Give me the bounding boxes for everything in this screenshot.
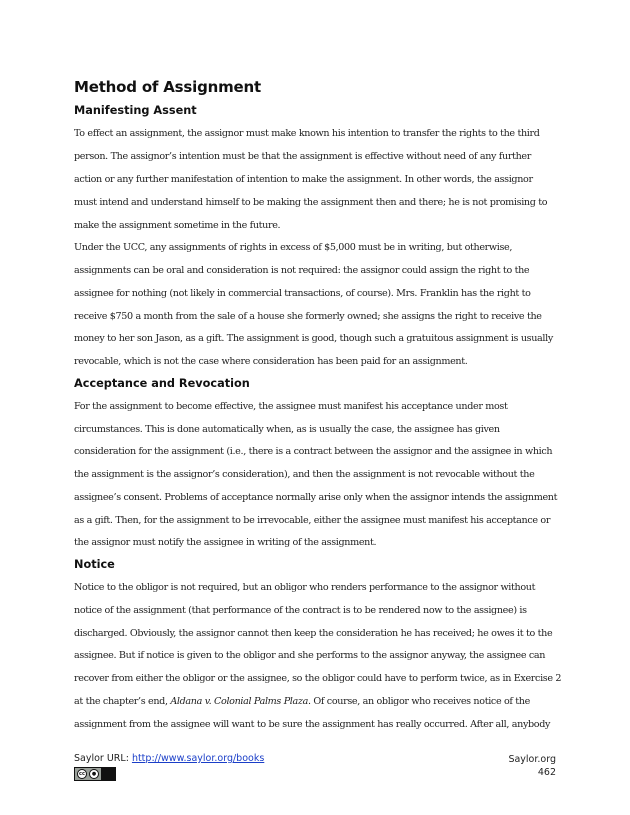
paragraph-line: For the assignment to become effective, the assignee must manifest his acceptance under most [74,401,508,412]
paragraph-line: receive $750 a month from the sale of a house she formerly owned; she assigns the right to receive the [74,311,542,322]
case-name-italic: Aldana v. Colonial Palms Plaza [170,696,308,707]
license-strip [101,768,115,780]
paragraph-line: Notice to the obligor is not required, but an obligor who renders performance to the assignor without [74,582,536,593]
footer-page-number: 462 [537,767,556,778]
section-title-notice: Notice [74,558,115,571]
cc-license-icon [74,767,116,781]
footer-label: Saylor URL: [74,753,129,764]
paragraph-line-case-citation [74,695,564,709]
paragraph-line: consideration for the assignment (i.e., there is a contract between the assignor and the assignee in which [74,446,553,457]
paragraph-line: assignments can be oral and consideration is not required: the assignor could assign the right to the [74,265,530,276]
case-line-after: . Of course, an obligor who receives notice of the [307,696,530,707]
case-line-before: at the chapter’s end, [74,696,171,707]
paragraph-line: revocable, which is not the case where consideration has been paid for an assignment. [74,356,468,367]
paragraph-line: make the assignment sometime in the future. [74,220,281,231]
paragraph-line: circumstances. This is done automatically when, as is usually the case, the assignee has given [74,424,500,435]
paragraph-line: the assignor must notify the assignee in writing of the assignment. [74,537,377,548]
paragraph-line: action or any further manifestation of intention to make the assignment. In other words, the assignor [74,174,533,185]
cc-circle-icon: cc [77,769,87,779]
paragraph-line: the assignment is the assignor’s consideration), and then the assignment is not revocable without the [74,469,535,480]
by-circle-icon: ● [89,769,99,779]
paragraph-line: assignment from the assignee will want to be sure the assignment has really occurred. After all, anybody [74,719,551,730]
section-title-manifesting-assent: Manifesting Assent [74,104,197,117]
paragraph-line: assignee’s consent. Problems of acceptance normally arise only when the assignor intends the assignment [74,492,558,503]
paragraph-line: discharged. Obviously, the assignor cannot then keep the consideration he has received; he owes it to the [74,628,553,639]
footer-source [74,753,264,764]
footer-page-info [508,753,556,779]
paragraph-line: as a gift. Then, for the assignment to be irrevocable, either the assignee must manifest his acceptance or [74,515,551,526]
paragraph-line: money to her son Jason, as a gift. The assignment is good, though such a gratuitous assignment is usually [74,333,553,344]
page-heading: Method of Assignment [74,78,261,96]
paragraph-line: assignee. But if notice is given to the obligor and she performs to the assignor anyway, the assignee can [74,650,546,661]
paragraph-line: person. The assignor’s intention must be that the assignment is effective without need of any further [74,151,531,162]
section-title-acceptance-and-revocation: Acceptance and Revocation [74,377,250,390]
paragraph-line: assignee for nothing (not likely in commercial transactions, of course). Mrs. Franklin has the right to [74,288,531,299]
footer-url-link[interactable]: http://www.saylor.org/books [131,753,265,764]
paragraph-line: must intend and understand himself to be making the assignment then and there; he is not promising to [74,197,548,208]
paragraph-line: recover from either the obligor or the assignee, so the obligor could have to perform twice, as in Exercise 2 [74,673,562,684]
paragraph-line: Under the UCC, any assignments of rights in excess of $5,000 must be in writing, but otherwise, [74,242,513,253]
footer-site: Saylor.org [508,754,556,765]
paragraph-line: notice of the assignment (that performance of the contract is to be rendered now to the assignee) is [74,605,527,616]
paragraph-line: To effect an assignment, the assignor must make known his intention to transfer the rights to the third [74,128,540,139]
